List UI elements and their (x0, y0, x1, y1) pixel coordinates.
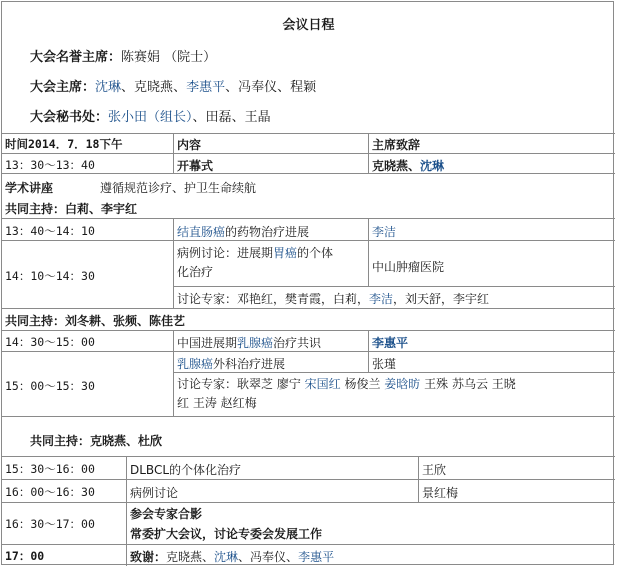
secretary-line: 大会秘书处：张小田（组长）、田磊、王晶 (30, 110, 271, 125)
thanks-line: 致谢：克晓燕、沈琳、冯奉仪、李惠平 (130, 550, 335, 564)
header-speaker: 主席致辞 (372, 138, 421, 152)
session2-row1-time: 14：30～15：00 (5, 335, 95, 349)
chair-line: 大会主席：沈琳、克晓燕、李惠平、冯奉仪、程颖 (30, 80, 317, 95)
table-divider (2, 351, 615, 352)
session2-hosts: 共同主持：刘冬耕、张频、陈佳艺 (5, 314, 186, 328)
lecture-topic: 遵循规范诊疗、护卫生命续航 (100, 181, 257, 195)
header-time: 时间2014．7．18下午 (5, 137, 123, 151)
table-divider (2, 330, 615, 331)
secretary-name: 王晶 (244, 110, 271, 125)
session1-row2-content: 病例讨论：进展期胃癌的个体 化治疗 (177, 246, 334, 279)
header-content: 内容 (177, 138, 202, 152)
table-divider (2, 173, 615, 174)
table-divider (2, 416, 615, 417)
chair-label: 大会主席： (30, 80, 96, 95)
table-divider (2, 544, 615, 545)
table-divider (2, 240, 615, 241)
session3-row3-line2: 常委扩大会议，讨论专委会发展工作 (130, 527, 323, 541)
secretary-lead: 张小田（组长） (108, 110, 193, 125)
column-divider (173, 218, 174, 308)
opening-time: 13：30～13：40 (5, 158, 95, 172)
session1-experts: 讨论专家：邓艳红，樊青霞，白莉，李洁，刘天舒，李宇红 (177, 292, 490, 306)
chair-name: 克晓燕 (134, 80, 174, 95)
table-divider (2, 153, 615, 154)
table-divider (2, 456, 615, 457)
table-divider (2, 502, 615, 503)
secretary-label: 大会秘书处： (30, 110, 109, 125)
session1-row1-time: 13：40～14：10 (5, 224, 95, 238)
session3-row1-content: DLBCL的个体化治疗 (130, 463, 242, 477)
session3-row2-time: 16：00～16：30 (5, 485, 95, 499)
chair-name: 沈琳 (95, 80, 122, 95)
secretary-name: 田磊 (205, 110, 232, 125)
session3-hosts: 共同主持：克晓燕、杜欣 (30, 434, 163, 448)
column-divider (418, 456, 419, 502)
table-divider (173, 286, 615, 287)
session1-row2-speaker: 中山肿瘤医院 (372, 260, 445, 274)
honorary-chair-line (30, 46, 216, 65)
session2-row1-content: 中国进展期乳腺癌治疗共识 (177, 336, 322, 350)
session1-row1-content: 结直肠癌的药物治疗进展 (177, 225, 310, 239)
honorary-chair-label: 大会名誉主席： (30, 50, 122, 65)
column-divider (368, 133, 369, 173)
lecture-label: 学术讲座 (5, 181, 54, 195)
session3-row4-time: 17：00 (5, 549, 45, 563)
chair-name: 李惠平 (186, 80, 226, 95)
session1-hosts: 共同主持：白莉、李宇红 (5, 202, 138, 216)
session3-row3-line1: 参会专家合影 (130, 507, 203, 521)
session2-row2-speaker: 张瑾 (372, 357, 397, 371)
session3-row2-content: 病例讨论 (130, 486, 179, 500)
column-divider (173, 133, 174, 173)
column-divider (368, 218, 369, 286)
opening-content: 开幕式 (177, 159, 214, 173)
session2-experts: 讨论专家：耿翠芝 廖宁 宋国红 杨俊兰 姜晗昉 王殊 苏乌云 王晓 红 王涛 赵红梅 (177, 377, 516, 410)
session2-row1-speaker: 李惠平 (372, 336, 409, 350)
schedule-frame (1, 1, 614, 565)
session3-row1-speaker: 王欣 (422, 463, 447, 477)
session1-row1-speaker: 李洁 (372, 225, 397, 239)
table-divider (2, 133, 615, 134)
chair-name: 程颖 (290, 80, 317, 95)
session3-row3-time: 16：30～17：00 (5, 517, 95, 531)
column-divider (173, 330, 174, 416)
session3-row2-speaker: 景红梅 (422, 486, 459, 500)
chair-name: 冯奉仪 (238, 80, 278, 95)
table-divider (2, 218, 615, 219)
page-title: 会议日程 (282, 18, 335, 33)
session2-row2-content: 乳腺癌外科治疗进展 (177, 357, 286, 371)
session3-row1-time: 15：30～16：00 (5, 462, 95, 476)
column-divider (126, 456, 127, 566)
table-divider (2, 308, 615, 309)
session2-row2-time: 15：00～15：30 (5, 379, 95, 393)
opening-speaker: 克晓燕、沈琳 (372, 159, 445, 173)
session1-row2-time: 14：10～14：30 (5, 269, 95, 283)
table-divider (173, 372, 615, 373)
column-divider (368, 330, 369, 372)
table-divider (2, 479, 615, 480)
honorary-chair-value: 陈赛娟 （院士） (121, 50, 217, 65)
